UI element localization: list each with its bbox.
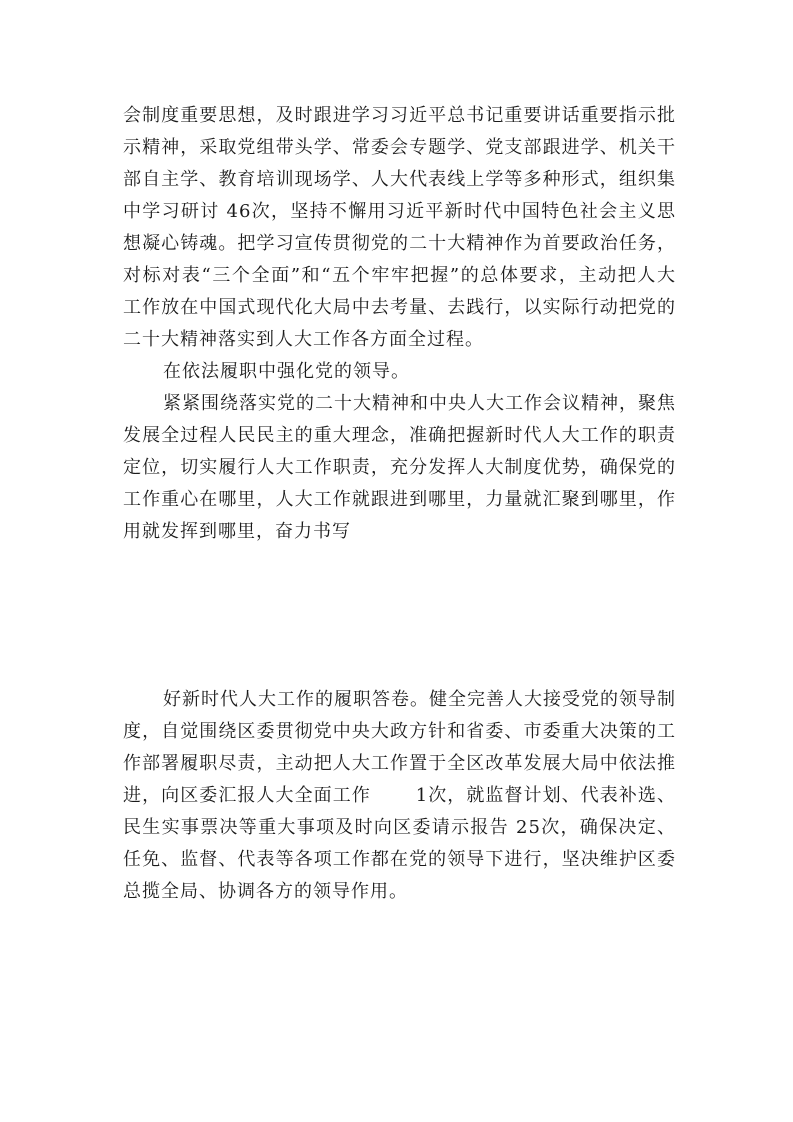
paragraph-heading: 在依法履职中强化党的领导。 <box>163 361 410 382</box>
text-block-lower <box>123 684 676 908</box>
paragraph-continuation: 会制度重要思想，及时跟进学习习近平总书记重要讲话重要指示批示精神，采取党组带头学、常委会专题学、党支部跟进学、机关干部自主学、教育培训现场学、人大代表线上学等多种形式，组织集中学习研讨 46次，坚持不懈用习近平新时代中国特色社会主义思想凝心铸魂。把学习宣传贯彻党的二十大精神作为首要政治任务，对标对表“三个全面”和“五个牢牢把握”的总体要求，主动把人大工作放在中国式现代化大局中去考量、去践行，以实际行动把党的二十大精神落实到人大工作各方面全过程。 <box>123 105 676 350</box>
paragraph-body: 好新时代人大工作的履职答卷。健全完善人大接受党的领导制度，自觉围绕区委贯彻党中央大政方针和省委、市委重大决策的工作部署履职尽责，主动把人大工作置于全区改革发展大局中依法推进，向区委汇报人大全面工作 1次，就监督计划、代表补选、民生实事票决等重大事项及时向区委请示报告 25次，确保决定、任免、监督、代表等各项工作都在党的领导下进行，坚决维护区委总揽全局、协调各方的领导作用。 <box>123 689 676 902</box>
paragraph-body: 紧紧围绕落实党的二十大精神和中央人大工作会议精神，聚焦发展全过程人民民主的重大理念，准确把握新时代人大工作的职责定位，切实履行人大工作职责，充分发挥人大制度优势，确保党的工作重心在哪里，人大工作就跟进到哪里，力量就汇聚到哪里，作用就发挥到哪里，奋力书写 <box>123 393 676 542</box>
text-block-upper <box>123 100 676 548</box>
